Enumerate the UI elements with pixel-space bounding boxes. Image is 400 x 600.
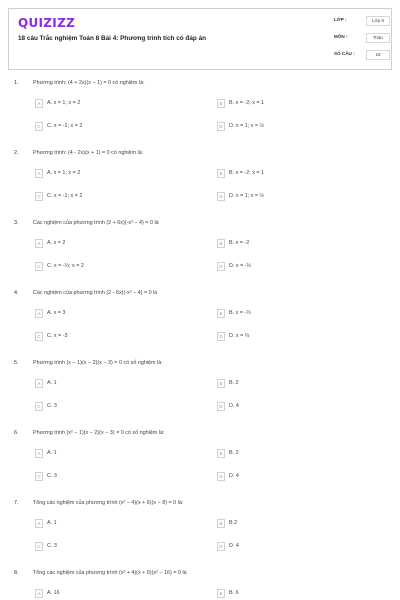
question-text: Phương trình: (4 + 2x)(x − 1) = 0 có nghiệm là: bbox=[33, 80, 145, 86]
option-key-box[interactable]: A bbox=[35, 169, 43, 178]
option-text: A. 1 bbox=[47, 380, 57, 386]
question-text: Các nghiệm của phương trình (2 + 6x)(-x² − 4) = 0 là bbox=[33, 220, 159, 226]
option-text: D. x = ⅓ bbox=[229, 333, 250, 339]
option-text: B. x = -2; x = 1 bbox=[229, 100, 265, 106]
option-key-box[interactable]: D bbox=[217, 122, 225, 131]
option-text: B.2 bbox=[229, 520, 238, 526]
option-text: C. 3 bbox=[47, 473, 57, 479]
meta-subject-label: MÔN : bbox=[334, 34, 348, 39]
option-text: A. x = 1; x = 2 bbox=[47, 100, 81, 106]
option-text: C. x = -1; x = 2 bbox=[47, 193, 83, 199]
option-key-box[interactable]: A bbox=[35, 519, 43, 528]
option-text: C. x = -⅓; x = 2 bbox=[47, 263, 84, 269]
option-text: C. 3 bbox=[47, 403, 57, 409]
meta-count bbox=[334, 50, 390, 62]
option-key-box[interactable]: C bbox=[35, 542, 43, 551]
meta-count-label: SỐ CÂU : bbox=[334, 51, 355, 56]
question-text: Phương trình (x² − 1)(x − 2)(x − 3) = 0 có số nghiệm là: bbox=[33, 430, 165, 436]
option-text: D. x = 1; x = ½ bbox=[229, 123, 265, 129]
option-key-box[interactable]: B bbox=[217, 449, 225, 458]
option-key-box[interactable]: B bbox=[217, 519, 225, 528]
option-text: A. x = 3 bbox=[47, 310, 66, 316]
option-text: B. 6 bbox=[229, 590, 239, 596]
option-key-box[interactable]: C bbox=[35, 262, 43, 271]
option-key-box[interactable]: A bbox=[35, 239, 43, 248]
option-key-box[interactable]: B bbox=[217, 379, 225, 388]
option-key-box[interactable]: D bbox=[217, 332, 225, 341]
option-key-box[interactable]: D bbox=[217, 472, 225, 481]
question-number: 2. bbox=[14, 150, 19, 156]
option-key-box[interactable]: A bbox=[35, 379, 43, 388]
option-text: C. x = -3 bbox=[47, 333, 68, 339]
option-text: D. x = -⅓ bbox=[229, 263, 252, 269]
meta-class-label: LỚP : bbox=[334, 17, 347, 22]
option-text: A. 1 bbox=[47, 450, 57, 456]
option-text: D. 4 bbox=[229, 473, 239, 479]
option-text: D. 4 bbox=[229, 543, 239, 549]
meta-class-value: Lớp 8 bbox=[366, 16, 390, 26]
question-number: 7. bbox=[14, 500, 19, 506]
meta-subject bbox=[334, 33, 390, 45]
question-number: 3. bbox=[14, 220, 19, 226]
option-text: A. 1 bbox=[47, 520, 57, 526]
meta-count-value: 18 bbox=[366, 50, 390, 60]
option-key-box[interactable]: A bbox=[35, 589, 43, 598]
option-text: B. x = -2 bbox=[229, 240, 250, 246]
question-text: Phương trình: (4 - 2x)(x + 1) = 0 có nghiệm là: bbox=[33, 150, 144, 156]
question-text: Tổng các nghiệm của phương trình (x² + 4)(x + 6)(x² − 16) = 0 là bbox=[33, 570, 187, 576]
option-text: D. 4 bbox=[229, 403, 239, 409]
option-text: C. 3 bbox=[47, 543, 57, 549]
option-key-box[interactable]: D bbox=[217, 402, 225, 411]
option-key-box[interactable]: C bbox=[35, 192, 43, 201]
option-key-box[interactable]: B bbox=[217, 239, 225, 248]
option-key-box[interactable]: B bbox=[217, 99, 225, 108]
option-text: A. x = 2 bbox=[47, 240, 66, 246]
question-text: Các nghiệm của phương trình (2 - 6x)(-x² − 4) = 0 là bbox=[33, 290, 158, 296]
option-key-box[interactable]: C bbox=[35, 472, 43, 481]
option-text: B. 2 bbox=[229, 450, 239, 456]
option-key-box[interactable]: A bbox=[35, 309, 43, 318]
option-key-box[interactable]: B bbox=[217, 309, 225, 318]
option-key-box[interactable]: C bbox=[35, 402, 43, 411]
quiz-header bbox=[8, 8, 392, 70]
question-number: 1. bbox=[14, 80, 19, 86]
page-title: 18 câu Trắc nghiệm Toán 8 Bài 4: Phương trình tích có đáp án bbox=[18, 35, 207, 42]
question-number: 6. bbox=[14, 430, 19, 436]
question-number: 5. bbox=[14, 360, 19, 366]
option-key-box[interactable]: B bbox=[217, 169, 225, 178]
option-key-box[interactable]: D bbox=[217, 262, 225, 271]
option-key-box[interactable]: D bbox=[217, 542, 225, 551]
meta-class bbox=[334, 16, 390, 28]
option-text: B. x = -⅓ bbox=[229, 310, 251, 316]
question-text: Tổng các nghiệm của phương trình (x² − 4)(x + 6)(x − 8) = 0 là: bbox=[33, 500, 184, 506]
option-text: C. x = -1; x = 2 bbox=[47, 123, 83, 129]
option-text: D. x = 1; x = ½ bbox=[229, 193, 265, 199]
option-key-box[interactable]: B bbox=[217, 589, 225, 598]
option-key-box[interactable]: A bbox=[35, 449, 43, 458]
option-key-box[interactable]: A bbox=[35, 99, 43, 108]
option-text: B. x = -2; x = 1 bbox=[229, 170, 265, 176]
option-key-box[interactable]: D bbox=[217, 192, 225, 201]
option-key-box[interactable]: C bbox=[35, 122, 43, 131]
option-text: A. x = 1; x = 2 bbox=[47, 170, 81, 176]
option-text: A. 16 bbox=[47, 590, 60, 596]
question-number: 8. bbox=[14, 570, 19, 576]
question-number: 4. bbox=[14, 290, 19, 296]
quizizz-logo[interactable]: QUIZIZZ bbox=[18, 16, 76, 30]
option-text: B. 2 bbox=[229, 380, 239, 386]
question-text: Phương trình (x − 1)(x − 2)(x − 3) = 0 có số nghiệm là: bbox=[33, 360, 163, 366]
meta-subject-value: Toán bbox=[366, 33, 390, 43]
option-key-box[interactable]: C bbox=[35, 332, 43, 341]
